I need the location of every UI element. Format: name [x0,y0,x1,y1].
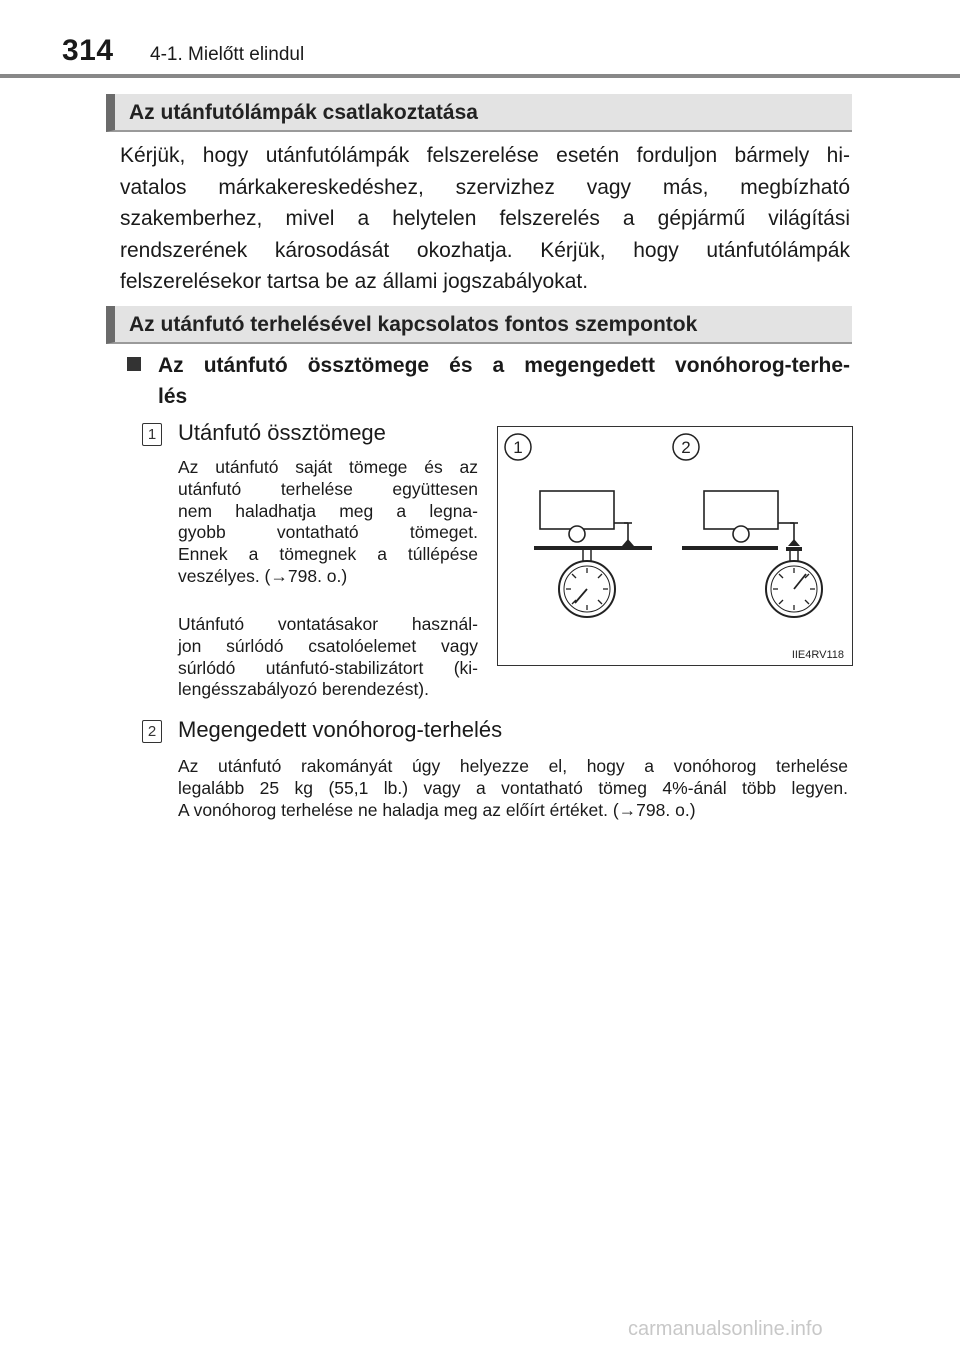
section1-paragraph [120,140,850,298]
scale-2-icon [766,551,822,617]
figure-label-2 [673,434,699,460]
text-line: Az utánfutó rakományát úgy helyezze el, hogy a vonóhorog terhelése [178,756,848,776]
square-bullet-icon [127,357,141,371]
text-line: súrlódó utánfutó-stabilizátort (ki- [178,657,478,678]
watermark: carmanualsonline.info [628,1318,823,1340]
text-line: A vonóhorog terhelése ne haladja meg az előírt értéket. (→798. o.) [178,799,696,820]
text-line: szakemberhez, mivel a helytelen felszerelés a gépjármű világítási [120,207,850,230]
item-number-badge: 2 [142,720,162,743]
text-line: veszélyes. (→798. o.) [178,565,348,586]
header-rule [0,74,960,78]
figure-label-1 [505,434,531,460]
item2-title: Megengedett vonóhorog-terhelés [178,717,503,742]
section-heading-trailer-load [106,306,852,344]
item1-paragraph2 [178,614,478,701]
item-number-badge: 1 [142,423,162,446]
subheading-line: Az utánfutó össztömege és a megengedett vonóhorog-terhe- [158,354,850,377]
section-heading-text: Az utánfutólámpák csatlakoztatása [129,101,478,124]
text-line: jon súrlódó csatolóelemet vagy [178,635,478,656]
trailer-scale-illustration [498,427,851,664]
page-header [0,0,960,80]
trailer-scale-figure [497,426,853,666]
item2-paragraph [178,756,848,821]
item1-paragraph1 [178,457,478,588]
item1-title: Utánfutó össztömege [178,420,386,445]
text-line: lengésszabályozó berendezést). [178,679,429,700]
section-heading-trailer-lights [106,94,852,132]
figure-code: IIE4RV118 [791,649,844,661]
chapter-title: 4-1. Mielőtt elindul [150,44,305,65]
text-line: Utánfutó vontatásakor használ- [178,614,478,634]
section-heading-text: Az utánfutó terhelésével kapcsolatos fontos szempontok [129,313,698,336]
subheading-weight [130,350,850,412]
text-line: Kérjük, hogy utánfutólámpák felszerelése esetén forduljon bármely hi- [120,144,850,167]
text-line: gyobb vontatható tömeget. [178,522,478,543]
text-line: Ennek a tömegnek a túllépése [178,544,478,565]
text-line: legalább 25 kg (55,1 lb.) vagy a vontatható tömeg 4%-ánál több legyen. [178,777,848,798]
text-line: rendszerének károsodását okozhatja. Kérjük, hogy utánfutólámpák [120,238,850,262]
subheading-line: lés [158,385,188,408]
trailer-1-icon [534,491,652,550]
svg-text:1: 1 [513,438,523,457]
text-line: nem haladhatja meg a legna- [178,500,478,521]
text-line: vatalos márkakereskedéshez, szervizhez vagy más, megbízható [120,175,850,199]
page-number: 314 [62,34,114,67]
text-line: utánfutó terhelése együttesen [178,478,478,499]
text-line: Az utánfutó saját tömege és az [178,457,478,477]
text-line: felszerelésekor tartsa be az állami jogszabályokat. [120,270,589,293]
svg-text:2: 2 [681,438,691,457]
scale-1-icon [559,550,615,617]
trailer-2-icon [682,491,802,551]
